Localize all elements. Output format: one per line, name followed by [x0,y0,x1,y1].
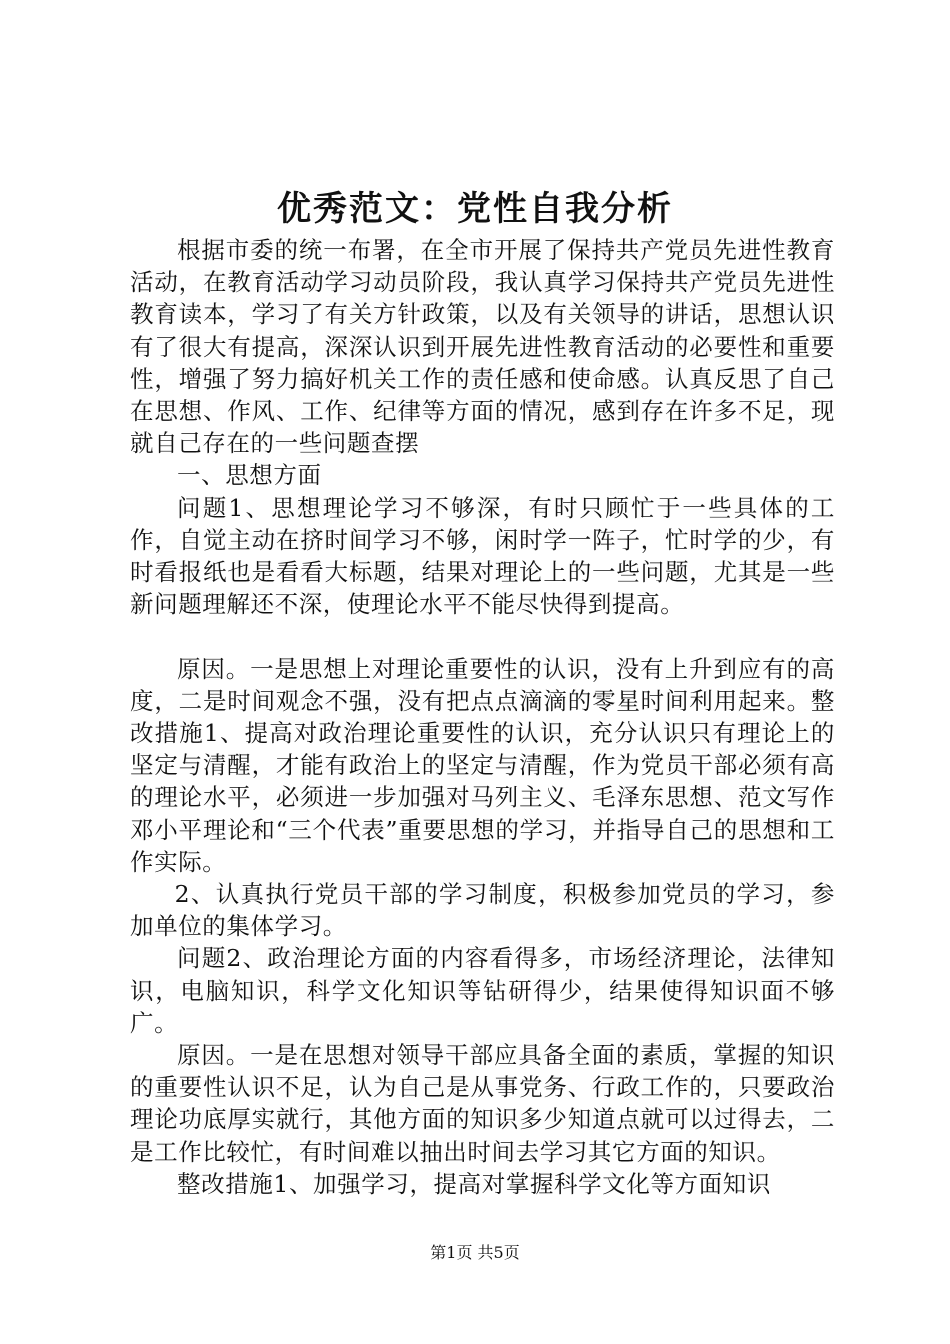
paragraph-measure-2: 2、认真执行党员干部的学习制度，积极参加党员的学习，参加单位的集体学习。 [130,880,835,941]
paragraph-problem-1: 问题1、思想理论学习不够深，有时只顾忙于一些具体的工作，自觉主动在挤时间学习不够，闲时学一阵子，忙时学的少，有时看报纸也是看看大标题，结果对理论上的一些问题，尤其是一些新问题理解还不深，使理论水平不能尽快得到提高。 [130,493,835,619]
paragraph-problem-2: 问题2、政治理论方面的内容看得多，市场经济理论，法律知识，电脑知识，科学文化知识等钻研得少，结果使得知识面不够广。 [130,944,835,1037]
page-footer: 第1页 共5页 [430,1243,520,1262]
paragraph-cause-2: 原因。一是在思想对领导干部应具备全面的素质，掌握的知识的重要性认识不足，认为自己是从事党务、行政工作的，只要政治理论功底厚实就行，其他方面的知识多少知道点就可以过得去，二是工作比较忙，有时间难以抽出时间去学习其它方面的知识。 [130,1041,835,1166]
document-body [130,234,835,1200]
paragraph-cause-1: 原因。一是思想上对理论重要性的认识，没有上升到应有的高度，二是时间观念不强，没有把点点滴滴的零星时间利用起来。整改措施1、提高对政治理论重要性的认识，充分认识只有理论上的坚定与清醒，才能有政治上的坚定与清醒，作为党员干部必须有高的理论水平，必须进一步加强对马列主义、毛泽东思想、范文写作邓小平理论和“三个代表”重要思想的学习，并指导自己的思想和工作实际。 [130,654,835,876]
blank-line [130,620,835,652]
paragraph-intro: 根据市委的统一布署，在全市开展了保持共产党员先进性教育活动，在教育活动学习动员阶段，我认真学习保持共产党员先进性教育读本，学习了有关方针政策，以及有关领导的讲话，思想认识有了很大有提高，深深认识到开展先进性教育活动的必要性和重要性，增强了努力搞好机关工作的责任感和使命感。认真反思了自己在思想、作风、工作、纪律等方面的情况，感到存在许多不足，现就自己存在的一些问题查摆 [130,236,835,458]
document-title: 优秀范文：党性自我分析 [277,189,673,229]
paragraph-measure-1: 整改措施1、加强学习，提高对掌握科学文化等方面知识 [177,1169,771,1198]
section-heading: 一、思想方面 [177,461,322,490]
